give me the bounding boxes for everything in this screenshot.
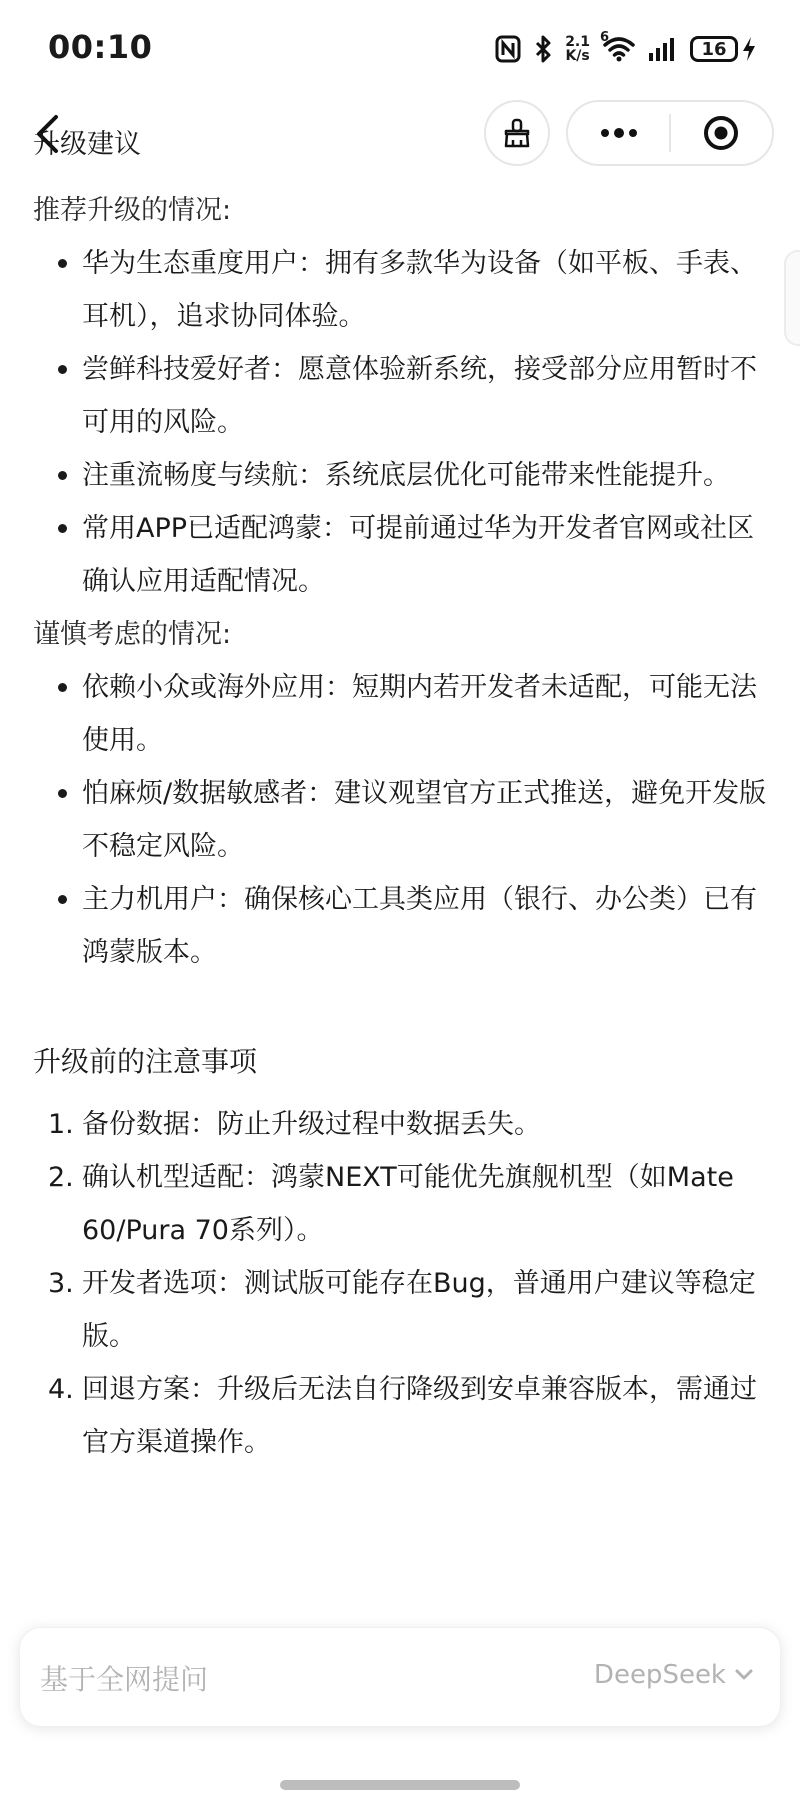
list-item: [33, 1257, 773, 1363]
status-icons: [495, 32, 756, 66]
list-item: [33, 1151, 773, 1257]
answer-content: [33, 129, 773, 1469]
caution-label: 谨慎考虑的情况:: [33, 619, 232, 650]
model-name: DeepSeek: [593, 1660, 726, 1690]
cut-off-heading: 升级建议: [33, 129, 141, 160]
network-speed: [565, 35, 590, 63]
battery-icon: [690, 36, 756, 62]
status-bar: [0, 0, 800, 96]
step-number: 3.: [48, 1268, 74, 1299]
battery-level: 16: [690, 36, 738, 62]
precautions-heading: 升级前的注意事项: [33, 1045, 258, 1078]
close-target-icon: [702, 114, 740, 152]
nfc-icon: [495, 35, 521, 63]
recommended-label: 推荐升级的情况:: [33, 195, 232, 226]
clean-brush-icon: [502, 118, 532, 148]
step-number: 2.: [48, 1162, 74, 1193]
charging-icon: [742, 36, 756, 62]
list-item: 主力机用户：确保核心工具类应用（银行、办公类）已有鸿蒙版本。: [33, 873, 773, 979]
side-scroll-handle[interactable]: [784, 250, 800, 346]
question-input[interactable]: [19, 1627, 781, 1727]
step-text: 确认机型适配：鸿蒙NEXT可能优先旗舰机型（如Mate 60/Pura 70系列）。: [82, 1162, 734, 1246]
recommended-list: [33, 237, 773, 608]
step-text: 备份数据：防止升级过程中数据丢失。: [82, 1109, 541, 1140]
list-item: 尝鲜科技爱好者：愿意体验新系统，接受部分应用暂时不可用的风险。: [33, 343, 773, 449]
step-text: 回退方案：升级后无法自行降级到安卓兼容版本，需通过官方渠道操作。: [82, 1374, 757, 1458]
list-item: 注重流畅度与续航：系统底层优化可能带来性能提升。: [33, 449, 773, 502]
more-dots-icon: [599, 127, 639, 139]
status-time: 00:10: [48, 28, 153, 66]
chevron-down-icon: [734, 1668, 754, 1682]
list-item: [33, 1363, 773, 1469]
bluetooth-icon: [533, 35, 553, 63]
input-placeholder: 基于全网提问: [40, 1663, 209, 1696]
home-indicator[interactable]: [280, 1780, 520, 1790]
step-number: 4.: [48, 1374, 74, 1405]
list-item: [33, 1098, 773, 1151]
step-text: 开发者选项：测试版可能存在Bug，普通用户建议等稳定版。: [82, 1268, 756, 1352]
signal-icon: [648, 37, 678, 61]
list-item: 常用APP已适配鸿蒙：可提前通过华为开发者官网或社区确认应用适配情况。: [33, 502, 773, 608]
caution-list: [33, 661, 773, 979]
list-item: 怕麻烦/数据敏感者：建议观望官方正式推送，避免开发版不稳定风险。: [33, 767, 773, 873]
list-item: 华为生态重度用户：拥有多款华为设备（如平板、手表、耳机），追求协同体验。: [33, 237, 773, 343]
network-speed-unit: K/s: [565, 48, 590, 64]
step-number: 1.: [48, 1109, 74, 1140]
model-selector[interactable]: [594, 1660, 754, 1690]
list-item: 依赖小众或海外应用：短期内若开发者未适配，可能无法使用。: [33, 661, 773, 767]
spacer: [33, 979, 773, 1033]
wifi-icon: [600, 30, 636, 62]
wifi-generation-label: 6: [600, 30, 610, 45]
network-speed-value: 2.1: [565, 34, 590, 50]
precautions-list: [33, 1098, 773, 1469]
